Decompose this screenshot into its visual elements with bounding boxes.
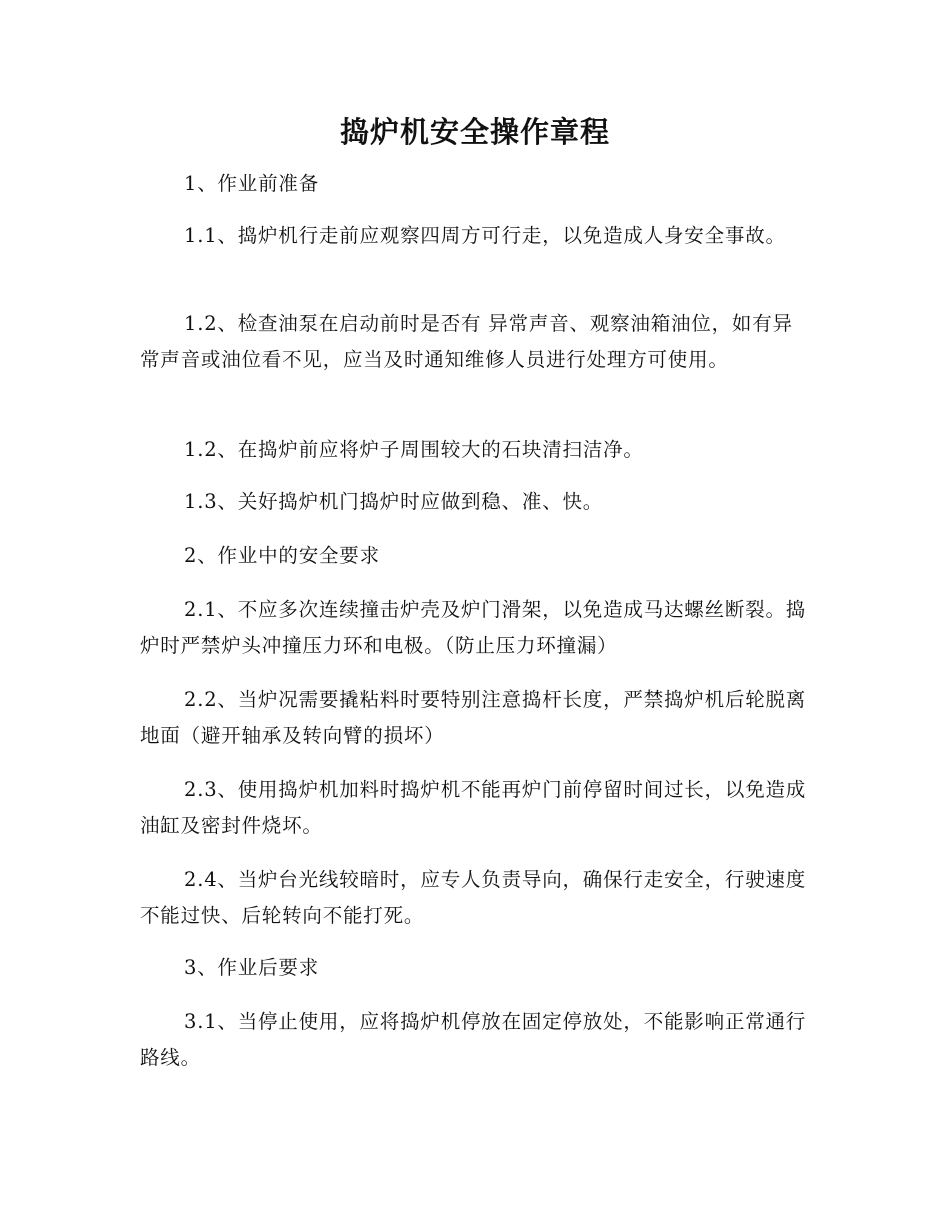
paragraph-1-3: 1.3、关好捣炉机门捣炉时应做到稳、准、快。	[184, 490, 604, 513]
paragraph-1-2: 1.2、检查油泵在启动前时是否有 异常声音、观察油箱油位，如有异常声音或油位看不见，应当及时通知维修人员进行处理方可使用。	[140, 312, 793, 371]
paragraph-2-1: 2.1、不应多次连续撞击炉壳及炉门滑架，以免造成马达螺丝断裂。捣炉时严禁炉头冲撞压力环和电极。（防止压力环撞漏）	[140, 598, 807, 657]
document-title: 捣炉机安全操作章程	[339, 115, 610, 149]
section-heading-1: 1、作业前准备	[184, 172, 320, 195]
paragraph-1-1: 1.1、捣炉机行走前应观察四周方可行走，以免造成人身安全事故。	[184, 224, 786, 247]
section-heading-3: 3、作业后要求	[184, 956, 320, 979]
paragraph-2-3: 2.3、使用捣炉机加料时捣炉机不能再炉门前停留时间过长，以免造成油缸及密封件烧坏。	[140, 778, 807, 837]
paragraph-2-2: 2.2、当炉况需要撬粘料时要特别注意捣杆长度，严禁捣炉机后轮脱离地面（避开轴承及转向臂的损坏）	[140, 688, 807, 747]
paragraph-2-4: 2.4、当炉台光线较暗时，应专人负责导向，确保行走安全，行驶速度不能过快、后轮转向不能打死。	[140, 868, 807, 927]
section-heading-2: 2、作业中的安全要求	[184, 544, 380, 567]
paragraph-3-1: 3.1、当停止使用，应将捣炉机停放在固定停放处，不能影响正常通行路线。	[140, 1010, 807, 1069]
paragraph-1-2b: 1.2、在捣炉前应将炉子周围较大的石块清扫洁净。	[184, 438, 644, 461]
